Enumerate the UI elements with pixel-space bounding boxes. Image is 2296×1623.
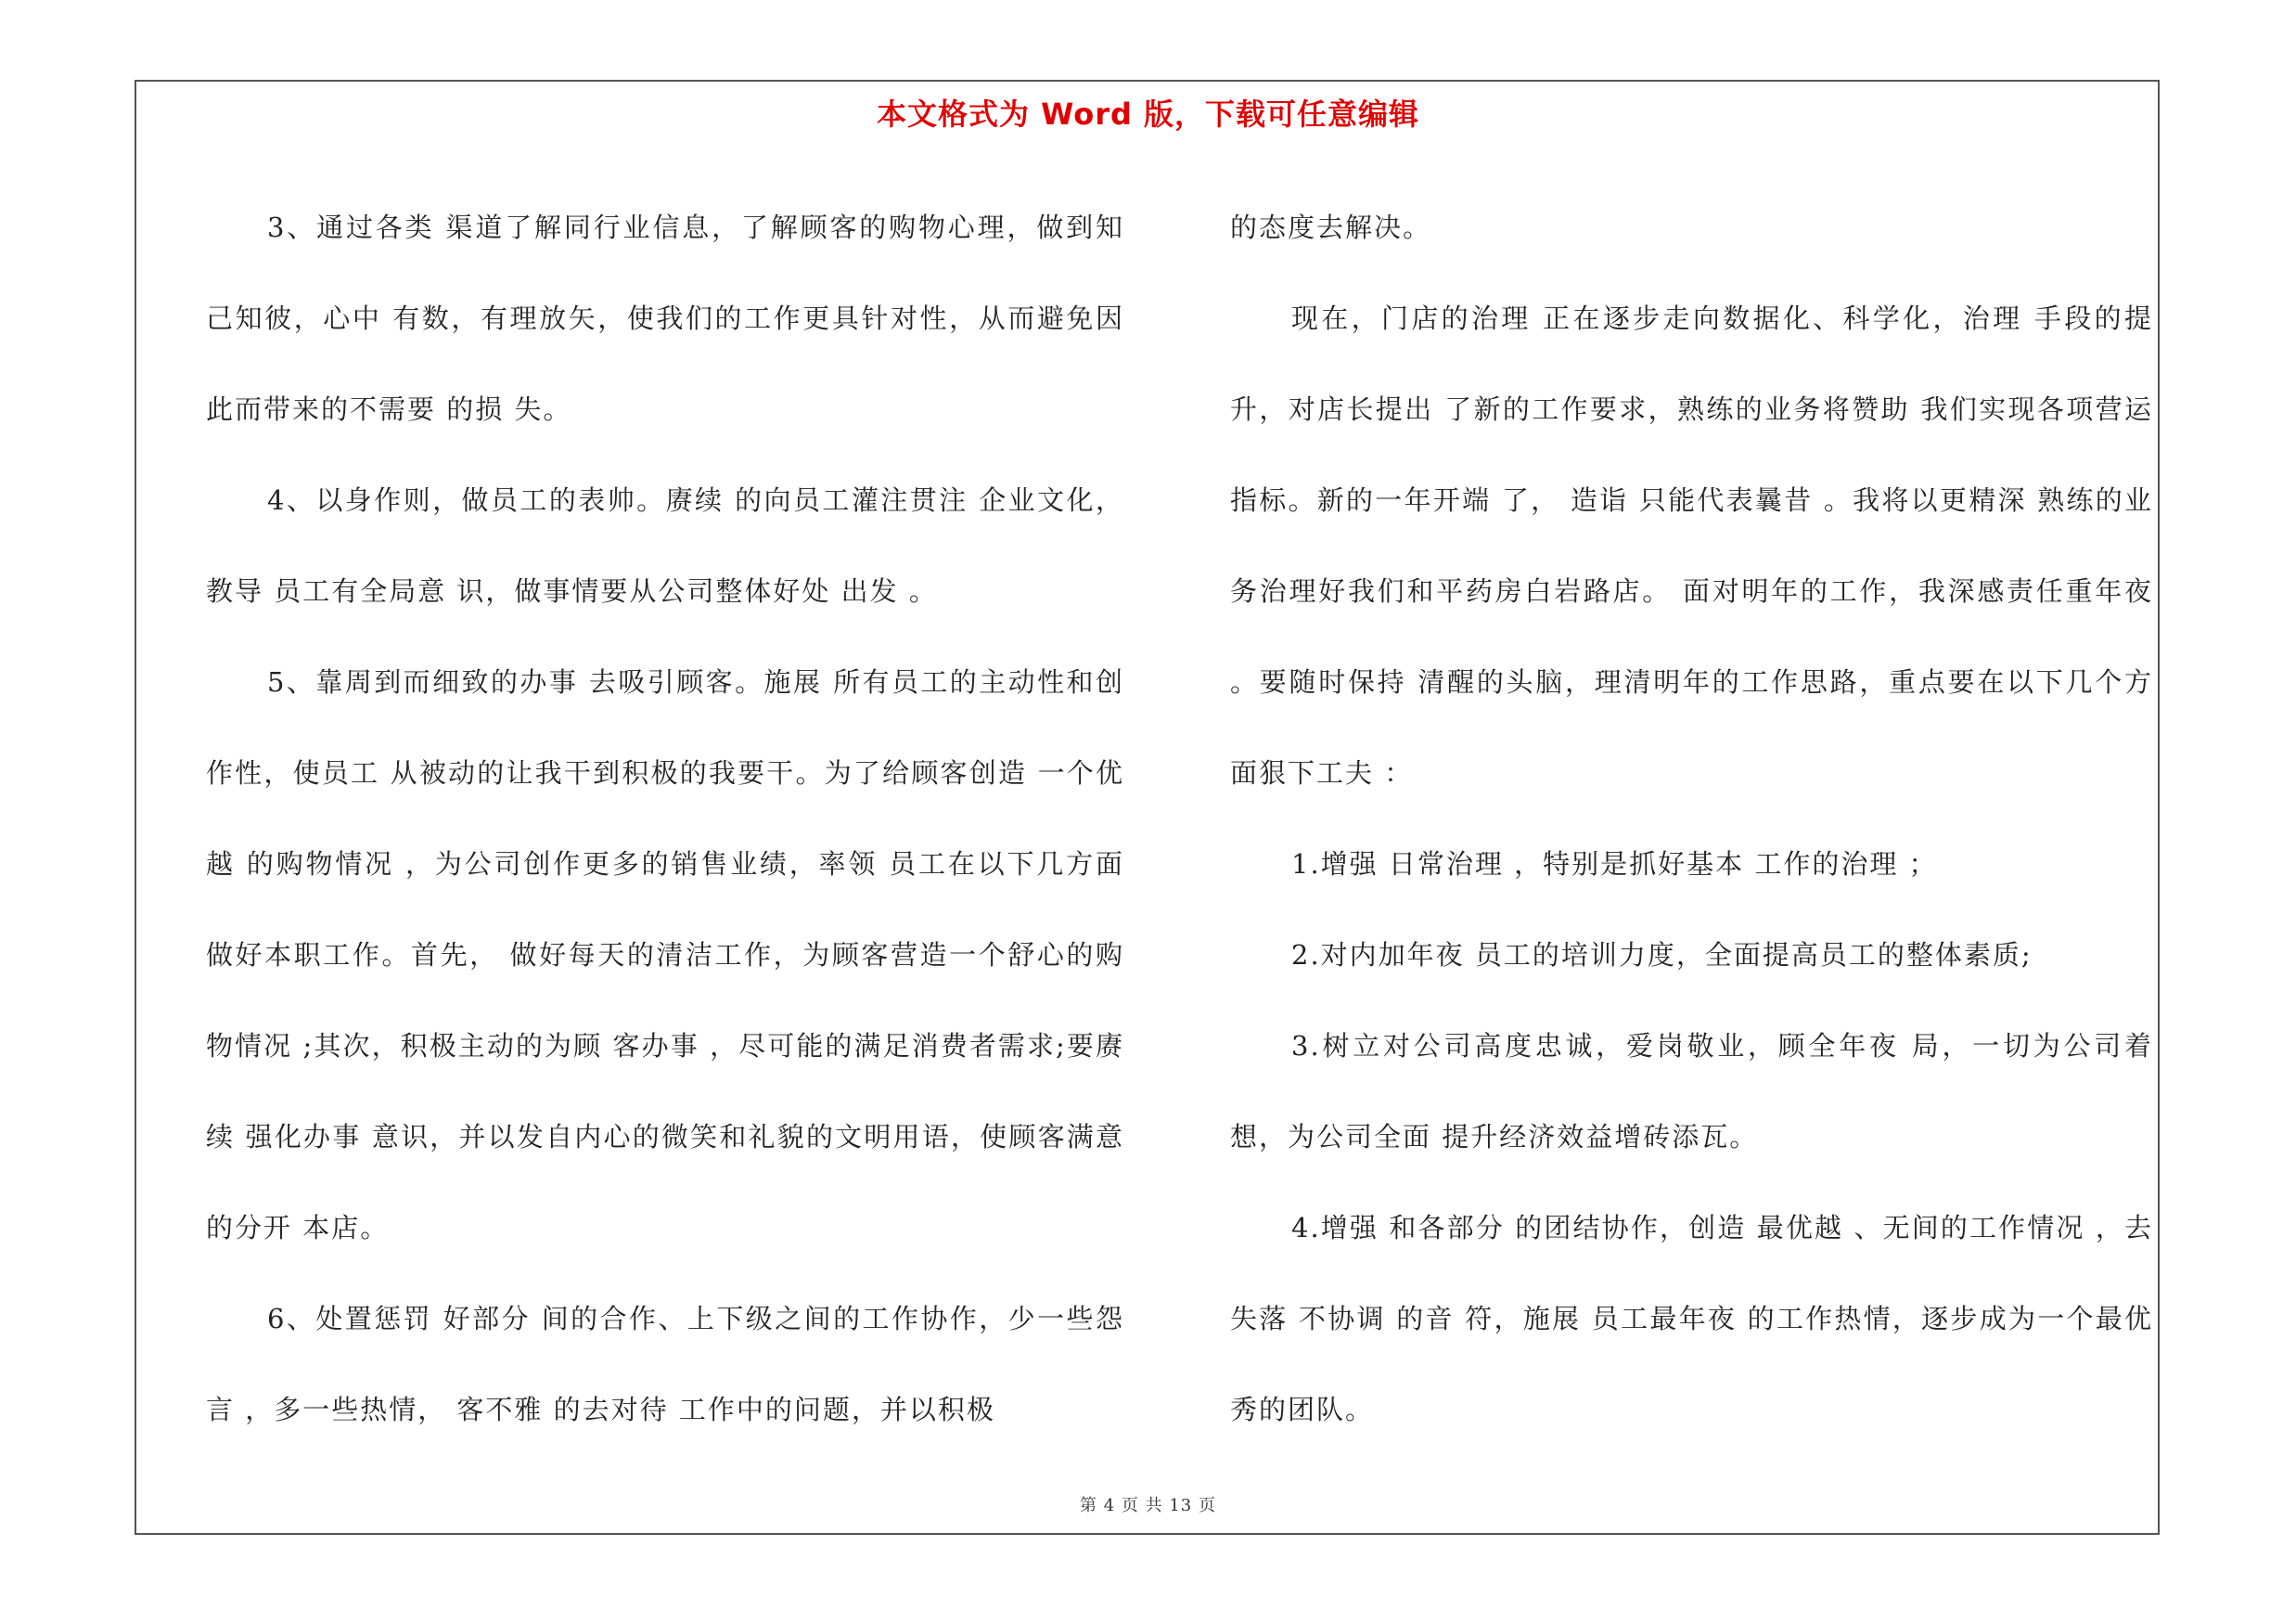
paragraph-item-6: 6、处置惩罚 好部分 间的合作、上下级之间的工作协作，少一些怨言 ，多一些热情， 客不雅 的去对待 工作中的问题，并以积极 [206,1303,1124,1425]
paragraph-item-5: 5、靠周到而细致的办事 去吸引顾客。施展 所有员工的主动性和创作性，使员工 从被动的让我干到积极的我要干。为了给顾客创造 一个优越 的购物情况 ，为公司创作更多的销售业绩，率领 员工在以下几方面做好本职工作。首先， 做好每天的清洁工作，为顾客营造一个舒心的购物情况 ;其次，积极主动的为顾 客办事 ，尽可能的满足消费者需求;要赓续 强化办事 意识，并以发自内心的微笑和礼貌的文明用语，使顾客满意的分开 本店。 [206,666,1124,1243]
word-format-notice: 本文格式为 Word 版，下载可任意编辑 [876,97,1420,132]
paragraph-item-3: 3、通过各类 渠道了解同行业信息，了解顾客的购物心理，做到知己知彼，心中 有数，有理放矢，使我们的工作更具针对性，从而避免因此而带来的不需要 的损 失。 [206,212,1124,425]
paragraph-continuation: 的态度去解决。 [1230,212,1432,243]
paragraph-intro: 现在，门店的治理 正在逐步走向数据化、科学化，治理 手段的提升，对店长提出 了新的工作要求，熟练的业务将赞助 我们实现各项营运指标。新的一年开端 了， 造诣 只能代表曩昔 。我将以更精深 熟练的业务治理好我们和平药房白岩路店。 面对明年的工作，我深感责任重年夜 。要随时保持 清醒的头脑，理清明年的工作思路，重点要在以下几个方面狠下工夫 ： [1230,303,2153,789]
paragraph-item-4: 4、以身作则，做员工的表帅。赓续 的向员工灌注贯注 企业文化，教导 员工有全局意 识，做事情要从公司整体好处 出发 。 [206,484,1124,607]
plan-item-3: 3.树立对公司高度忠诚，爱岗敬业，顾全年夜 局，一切为公司着想，为公司全面 提升经济效益增砖添瓦。 [1230,1030,2153,1153]
plan-item-1: 1.增强 日常治理 ，特别是抓好基本 工作的治理 ； [1291,848,1938,880]
plan-item-4: 4.增强 和各部分 的团结协作，创造 最优越 、无间的工作情况 ，去失落 不协调 的音 符，施展 员工最年夜 的工作热情，逐步成为一个最优秀的团队。 [1230,1212,2153,1425]
left-column [206,182,1124,1455]
right-column [1230,182,2153,1455]
plan-item-2: 2.对内加年夜 员工的培训力度，全面提高员工的整体素质; [1291,939,2033,971]
page-number: 第 4 页 共 13 页 [1080,1496,1216,1515]
